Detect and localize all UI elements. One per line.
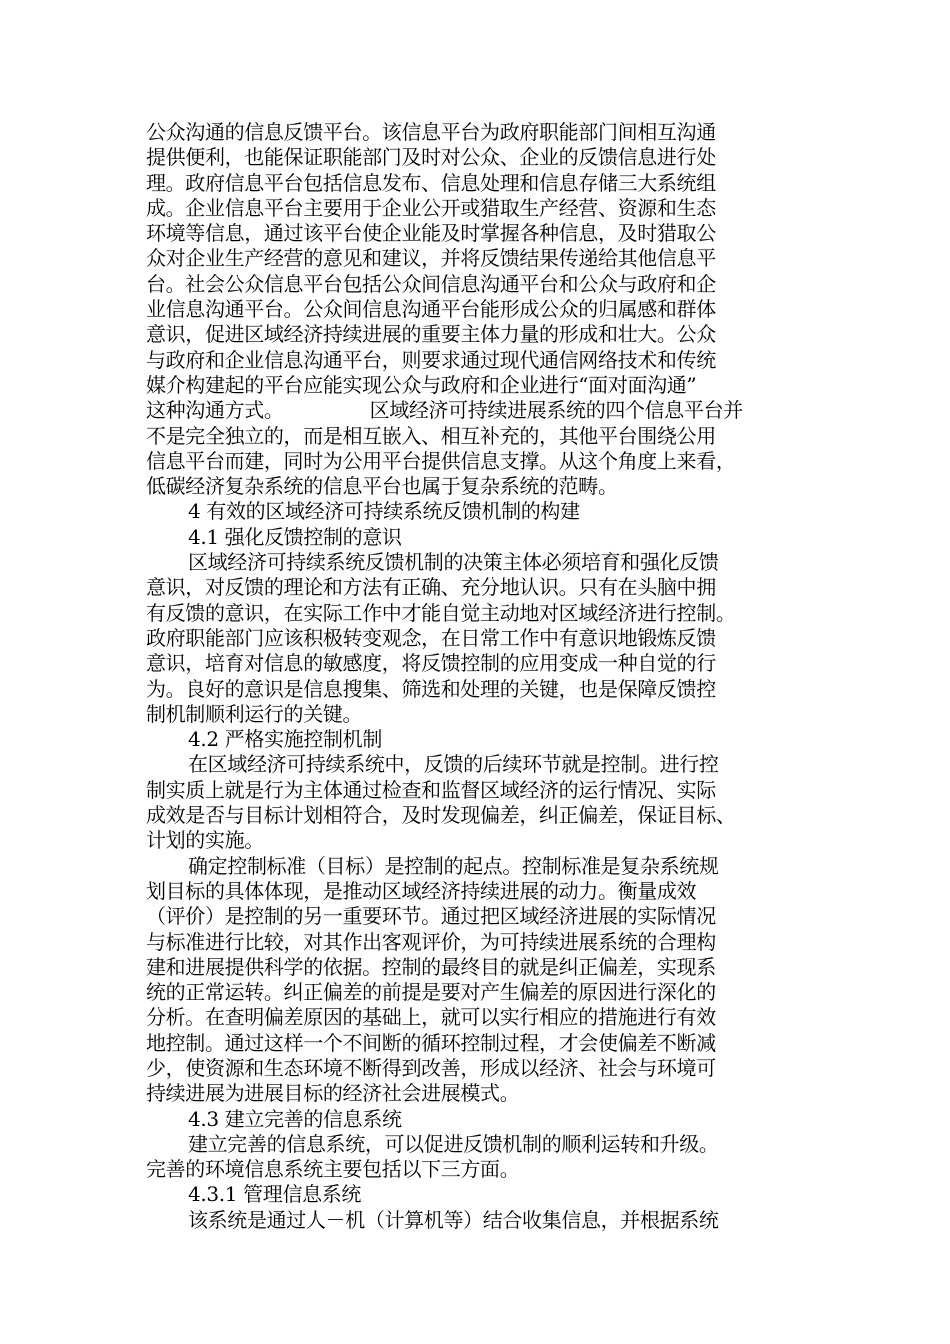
text-line xyxy=(146,196,810,221)
text-line xyxy=(146,272,810,297)
text-line xyxy=(146,449,810,474)
text-line xyxy=(146,1107,810,1132)
text-line xyxy=(146,499,810,524)
text-line xyxy=(146,879,810,904)
text-line xyxy=(146,677,810,702)
text-line-content: 意识，对反馈的理论和方法有正确、充分地认识。只有在头脑中拥 xyxy=(146,575,716,600)
text-line xyxy=(146,297,810,322)
text-line xyxy=(146,1081,810,1106)
text-line-content: 确定控制标准（目标）是控制的起点。控制标准是复杂系统规 xyxy=(188,853,719,878)
text-line-content: 台。社会公众信息平台包括公众间信息沟通平台和公众与政府和企 xyxy=(146,271,716,296)
text-line-content: 与政府和企业信息沟通平台，则要求通过现代通信网络技术和传统 xyxy=(146,347,716,372)
text-line xyxy=(146,120,810,145)
text-line xyxy=(146,373,810,398)
text-line-content: 分析。在查明偏差原因的基础上，就可以实行相应的措施进行有效 xyxy=(146,1005,716,1030)
text-line xyxy=(146,525,810,550)
text-line-content: 意识，促进区域经济持续进展的重要主体力量的形成和壮大。公众 xyxy=(146,322,716,347)
text-line-content: 媒介构建起的平台应能实现公众与政府和企业进行“面对面沟通” xyxy=(146,372,697,397)
text-line-content: 持续进展为进展目标的经济社会进展模式。 xyxy=(146,1081,520,1106)
text-line xyxy=(146,828,810,853)
text-line-content: 不是完全独立的，而是相互嵌入、相互补充的，其他平台围绕公用 xyxy=(146,423,716,448)
text-line-content: 建和进展提供科学的依据。控制的最终目的就是纠正偏差，实现系 xyxy=(146,954,716,979)
text-line-content: 成效是否与目标计划相符合，及时发现偏差，纠正偏差，保证目标、 xyxy=(146,803,736,828)
text-line-content: 提供便利，也能保证职能部门及时对公众、企业的反馈信息进行处 xyxy=(146,145,716,170)
text-line xyxy=(146,221,810,246)
text-line xyxy=(146,424,810,449)
text-line xyxy=(146,930,810,955)
text-line xyxy=(146,575,810,600)
text-line-content: 信息平台而建，同时为公用平台提供信息支撑。从这个角度上来看， xyxy=(146,448,736,473)
text-line-content: 4 有效的区域经济可持续系统反馈机制的构建 xyxy=(188,499,580,524)
text-line-content: 低碳经济复杂系统的信息平台也属于复杂系统的范畴。 xyxy=(146,474,618,499)
text-line-content: 地控制。通过这样一个不间断的循环控制过程，才会使偏差不断减 xyxy=(146,1030,716,1055)
text-line xyxy=(146,246,810,271)
text-line xyxy=(146,550,810,575)
text-line xyxy=(146,1132,810,1157)
text-line xyxy=(146,904,810,929)
text-line-content: 为。良好的意识是信息搜集、筛选和处理的关键，也是保障反馈控 xyxy=(146,676,716,701)
text-line xyxy=(146,752,810,777)
text-line-content: 4.3 建立完善的信息系统 xyxy=(188,1106,402,1131)
text-line-content: 成。企业信息平台主要用于企业公开或猎取生产经营、资源和生态 xyxy=(146,195,716,220)
text-line-content: 公众沟通的信息反馈平台。该信息平台为政府职能部门间相互沟通 xyxy=(146,120,716,144)
text-line-content: （评价）是控制的另一重要环节。通过把区域经济进展的实际情况 xyxy=(146,904,716,929)
text-line xyxy=(146,474,810,499)
text-line-content: 环境等信息，通过该平台使企业能及时掌握各种信息，及时猎取公 xyxy=(146,221,716,246)
text-line xyxy=(146,955,810,980)
text-line-content: 业信息沟通平台。公众间信息沟通平台能形成公众的归属感和群体 xyxy=(146,297,716,322)
text-line-content: 这种沟通方式。 xyxy=(146,398,284,423)
text-line-content: 划目标的具体体现，是推动区域经济持续进展的动力。衡量成效 xyxy=(146,878,697,903)
text-line-content: 在区域经济可持续系统中，反馈的后续环节就是控制。进行控 xyxy=(188,752,719,777)
body-text xyxy=(146,120,810,1233)
text-line-content: 制实质上就是行为主体通过检查和监督区域经济的运行情况、实际 xyxy=(146,777,716,802)
text-line-content: 制机制顺利运行的关键。 xyxy=(146,701,363,726)
text-line xyxy=(146,854,810,879)
text-line-content: 建立完善的信息系统，可以促进反馈机制的顺利运转和升级。 xyxy=(188,1131,719,1156)
text-line-content: 区域经济可持续系统反馈机制的决策主体必须培育和强化反馈 xyxy=(188,550,719,575)
text-line xyxy=(146,322,810,347)
text-line xyxy=(146,145,810,170)
text-line-continuation: 区域经济可持续进展系统的四个信息平台并 xyxy=(369,398,743,423)
text-line xyxy=(146,1031,810,1056)
text-line xyxy=(146,398,810,423)
text-line-content: 意识，培育对信息的敏感度，将反馈控制的应用变成一种自觉的行 xyxy=(146,651,716,676)
text-line xyxy=(146,1208,810,1233)
text-line-content: 少，使资源和生态环境不断得到改善，形成以经济、社会与环境可 xyxy=(146,1055,716,1080)
text-line xyxy=(146,626,810,651)
text-line xyxy=(146,601,810,626)
text-line-content: 众对企业生产经营的意见和建议，并将反馈结果传递给其他信息平 xyxy=(146,246,716,271)
text-line xyxy=(146,1157,810,1182)
text-line xyxy=(146,1056,810,1081)
text-line xyxy=(146,803,810,828)
text-line-content: 该系统是通过人－机（计算机等）结合收集信息，并根据系统 xyxy=(188,1207,719,1232)
text-line xyxy=(146,980,810,1005)
text-line-content: 4.2 严格实施控制机制 xyxy=(188,727,382,752)
text-line-content: 统的正常运转。纠正偏差的前提是要对产生偏差的原因进行深化的 xyxy=(146,980,716,1005)
text-line xyxy=(146,171,810,196)
text-line xyxy=(146,651,810,676)
text-line-content: 4.1 强化反馈控制的意识 xyxy=(188,524,402,549)
text-line xyxy=(146,778,810,803)
text-line xyxy=(146,702,810,727)
text-line-content: 理。政府信息平台包括信息发布、信息处理和信息存储三大系统组 xyxy=(146,170,716,195)
text-line-content: 有反馈的意识，在实际工作中才能自觉主动地对区域经济进行控制。 xyxy=(146,600,736,625)
text-line xyxy=(146,348,810,373)
text-line-content: 计划的实施。 xyxy=(146,828,264,853)
text-line xyxy=(146,727,810,752)
text-line-content: 政府职能部门应该积极转变观念，在日常工作中有意识地锻炼反馈 xyxy=(146,625,716,650)
text-line xyxy=(146,1005,810,1030)
text-line-content: 4.3.1 管理信息系统 xyxy=(188,1182,362,1207)
text-line-content: 与标准进行比较，对其作出客观评价，为可持续进展系统的合理构 xyxy=(146,929,716,954)
text-line xyxy=(146,1182,810,1207)
text-line-content: 完善的环境信息系统主要包括以下三方面。 xyxy=(146,1157,520,1182)
